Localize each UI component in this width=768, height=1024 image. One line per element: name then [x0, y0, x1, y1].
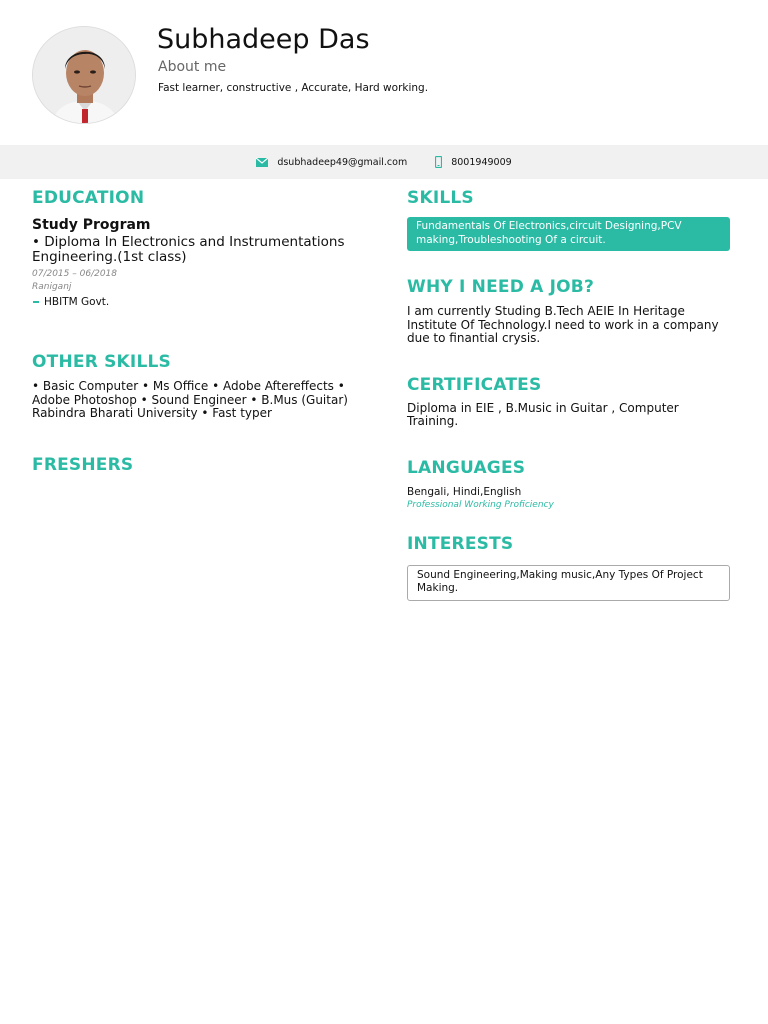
certificates-text: Diploma in EIE , B.Music in Guitar , Computer Training. — [407, 400, 679, 428]
phone-icon — [435, 156, 442, 168]
program-title: Study Program — [32, 217, 151, 233]
education-location: Raniganj — [32, 282, 72, 292]
resume-header — [0, 0, 768, 145]
contact-phone[interactable] — [435, 156, 511, 168]
other-skills-title: OTHER SKILLS — [32, 352, 171, 372]
skills-title: SKILLS — [407, 188, 474, 208]
program-description: • Diploma In Electronics and Instrumentations Engineering.(1st class) — [32, 234, 345, 265]
education-section — [32, 188, 372, 308]
person-name: Subhadeep Das — [157, 24, 370, 55]
education-title: EDUCATION — [32, 188, 145, 208]
institute-name: HBITM Govt. — [44, 296, 110, 308]
interests-text: Sound Engineering,Making music,Any Types Of Project Making. — [407, 565, 730, 601]
freshers-title: FRESHERS — [32, 454, 134, 475]
interests-section — [407, 534, 730, 601]
left-column — [32, 188, 372, 475]
profile-photo — [32, 26, 136, 124]
interests-title: INTERESTS — [407, 533, 514, 554]
certificates-section — [407, 375, 730, 429]
languages-section — [407, 458, 730, 510]
education-dates: 07/2015 – 06/2018 — [32, 269, 117, 279]
why-job-section — [407, 277, 730, 346]
about-summary: Fast learner, constructive , Accurate, Hard working. — [158, 82, 429, 94]
education-institute — [32, 296, 372, 308]
phone-text[interactable]: 8001949009 — [451, 156, 512, 168]
skills-section — [407, 188, 730, 251]
certificates-title: CERTIFICATES — [407, 374, 542, 395]
languages-title: LANGUAGES — [407, 457, 526, 478]
right-column — [407, 188, 730, 601]
about-label: About me — [158, 59, 227, 75]
email-text[interactable]: dsubhadeep49@gmail.com — [277, 156, 408, 168]
freshers-section — [32, 455, 372, 475]
why-job-text: I am currently Studing B.Tech AEIE In Heritage Institute Of Technology.I need to work in a company due to finantial crysis. — [407, 304, 719, 345]
languages-text: Bengali, Hindi,English — [407, 485, 522, 498]
dash-bullet-icon — [33, 301, 39, 303]
contact-bar — [0, 145, 768, 179]
languages-proficiency: Professional Working Proficiency — [407, 499, 554, 510]
other-skills-text: • Basic Computer • Ms Office • Adobe Aftereffects • Adobe Photoshop • Sound Engineer • B.Mus (Guitar) Rabindra Bharati University • Fast typer — [32, 379, 348, 420]
email-icon — [256, 158, 268, 167]
contact-email[interactable] — [256, 157, 407, 168]
why-job-title: WHY I NEED A JOB? — [407, 277, 595, 297]
skills-text: Fundamentals Of Electronics,circuit Designing,PCV making,Troubleshooting Of a circuit. — [407, 217, 730, 251]
other-skills-section — [32, 352, 372, 421]
